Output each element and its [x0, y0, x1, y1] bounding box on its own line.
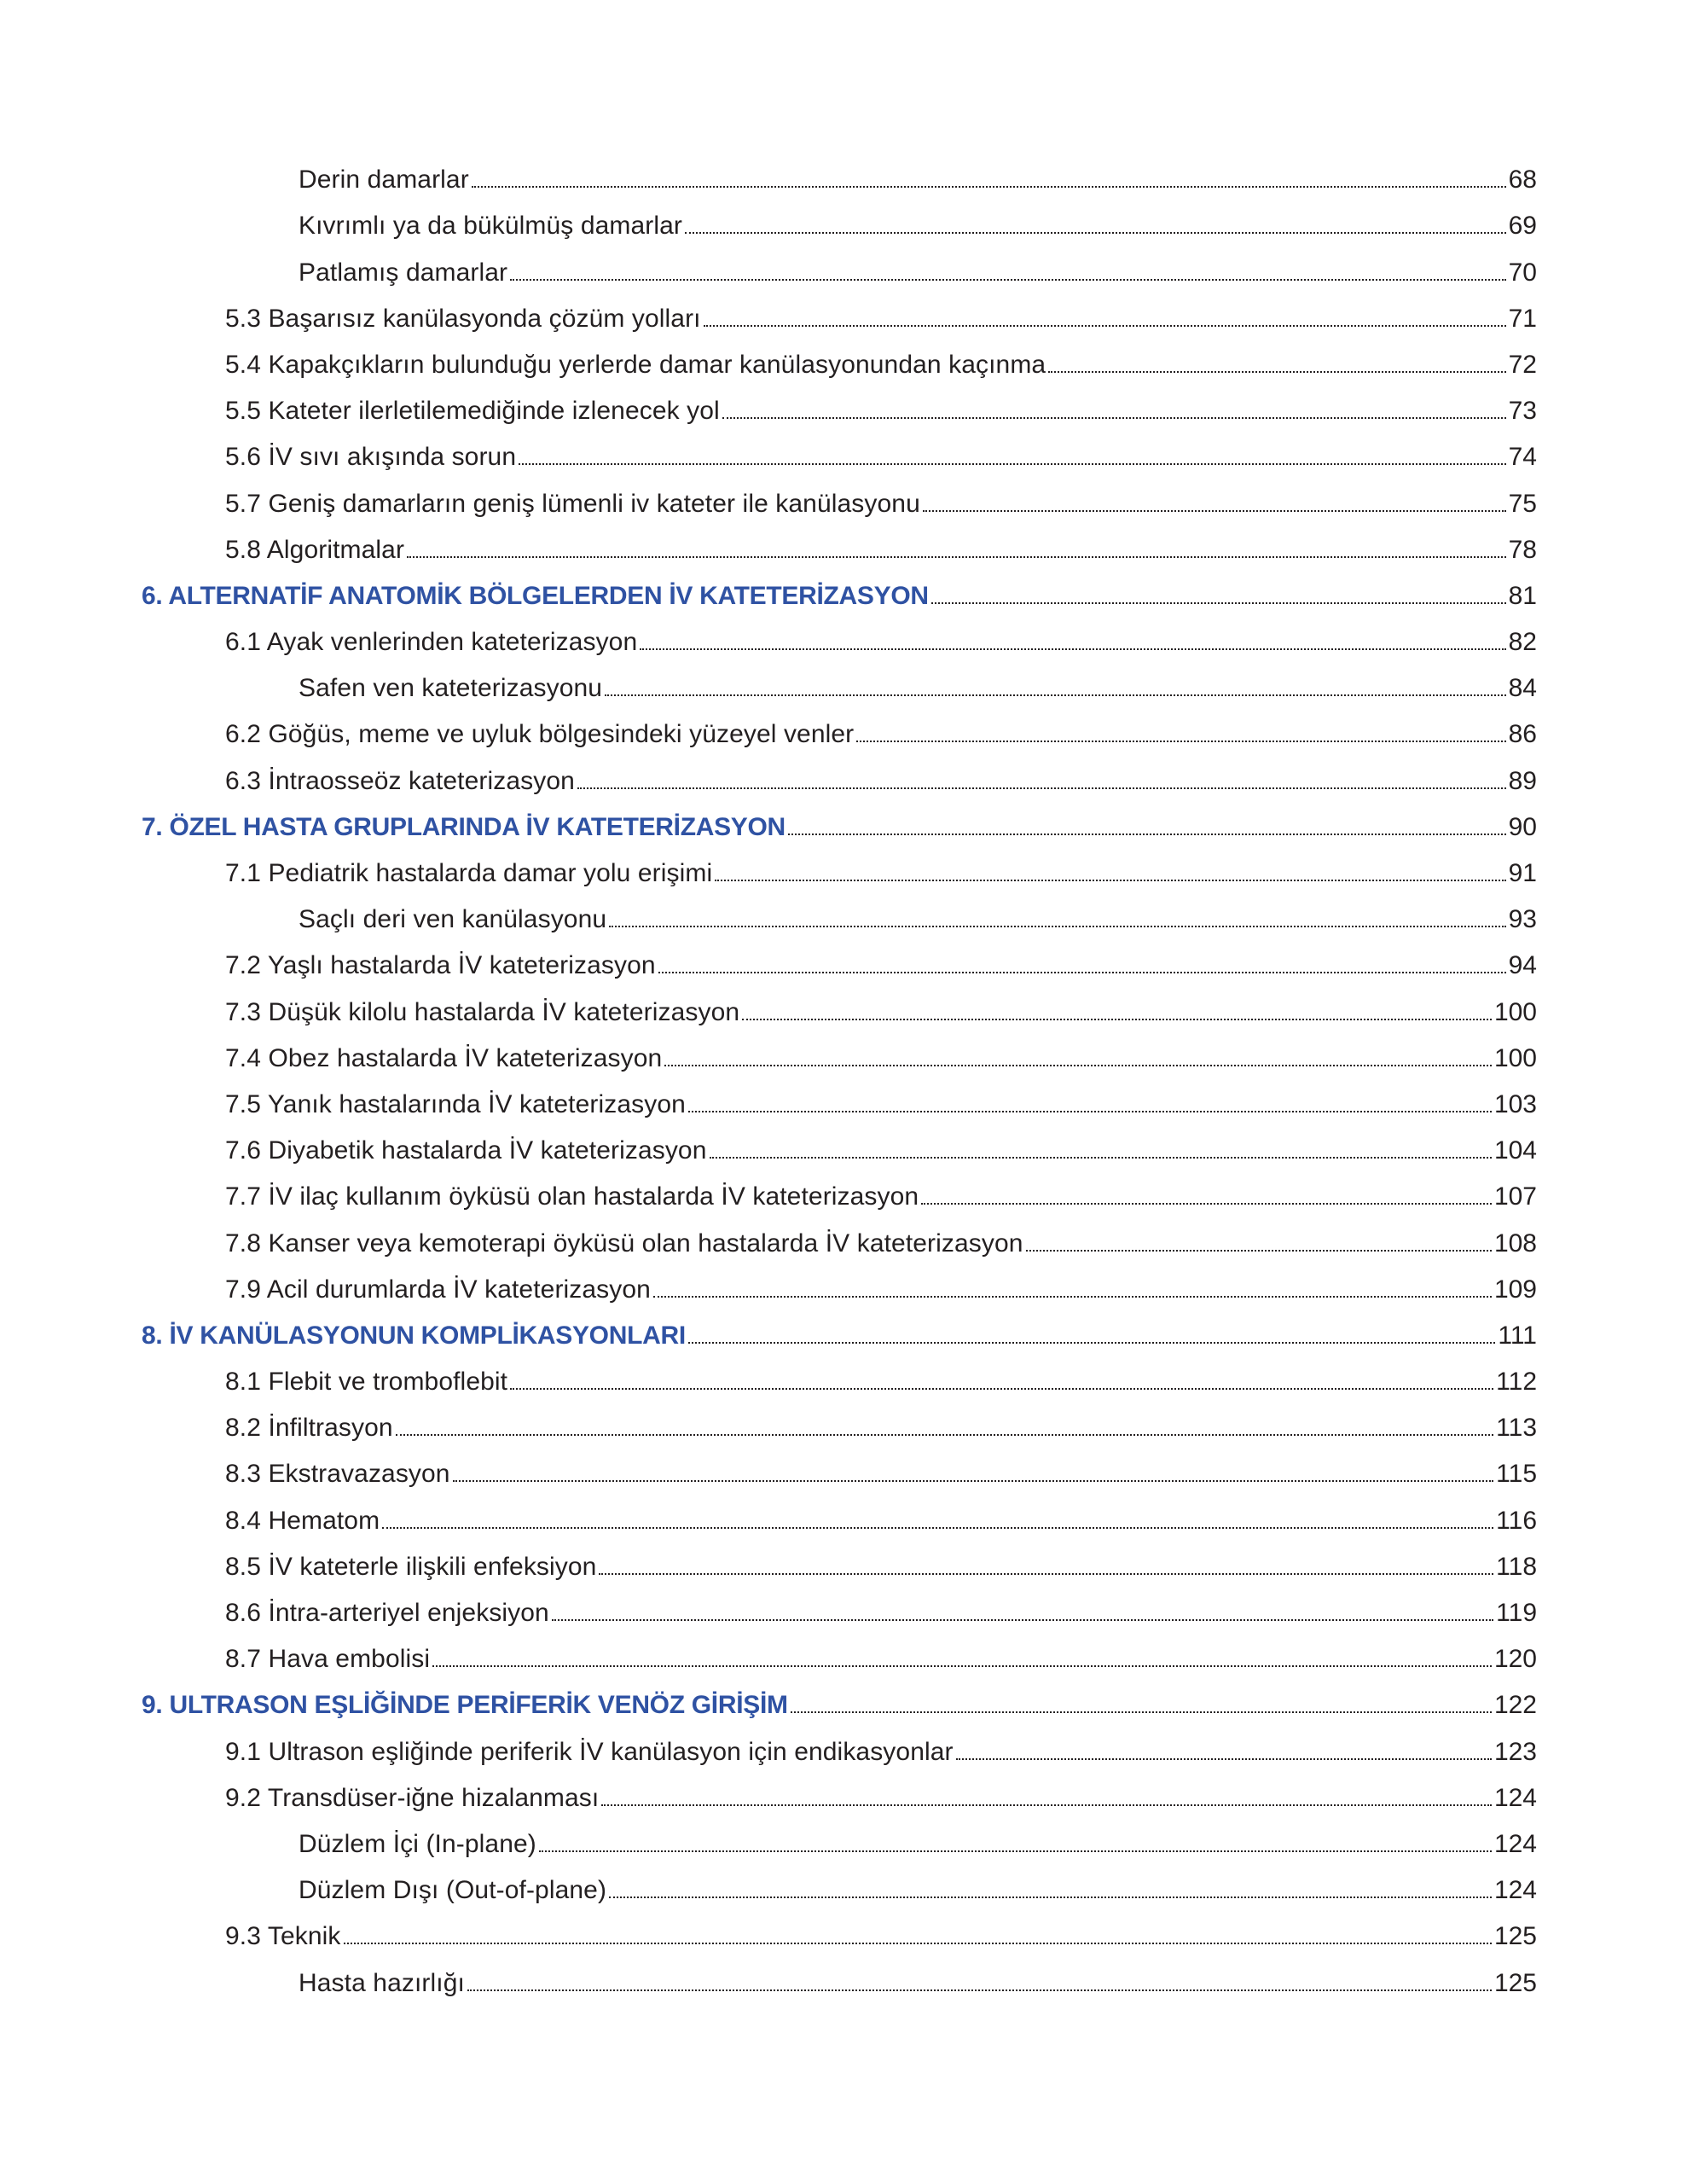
toc-chapter-heading[interactable]: [142, 1672, 1537, 1718]
toc-entry-title: 5.8 Algoritmalar: [225, 535, 405, 564]
toc-entry-title: 5.4 Kapakçıkların bulunduğu yerlerde damar kanülasyonundan kaçınma: [225, 350, 1046, 379]
toc-page-number: 125: [1493, 1922, 1537, 1951]
dot-leader: [742, 1019, 1492, 1020]
toc-entry-title: 8.2 İnfiltrasyon: [225, 1414, 393, 1443]
toc-page-number: 119: [1496, 1599, 1537, 1627]
dot-leader: [956, 1758, 1492, 1760]
toc-entry-title: 7.6 Diyabetik hastalarda İV kateterizasyon: [225, 1136, 707, 1165]
toc-entry-title: 6.3 İntraosseöz kateterizasyon: [225, 766, 575, 795]
toc-entry-title: 8. İV KANÜLASYONUN KOMPLİKASYONLARI: [142, 1321, 686, 1350]
toc-page-number: 122: [1493, 1691, 1537, 1720]
toc-page-number: 107: [1493, 1182, 1537, 1211]
toc-page-number: 111: [1498, 1321, 1537, 1350]
toc-page-number: 84: [1508, 674, 1537, 703]
dot-leader: [710, 1157, 1492, 1159]
toc-entry[interactable]: [142, 1118, 1537, 1164]
toc-page-number: 124: [1493, 1876, 1537, 1905]
toc-entry[interactable]: [142, 979, 1537, 1025]
dot-leader: [1026, 1250, 1492, 1252]
toc-entry[interactable]: [142, 1487, 1537, 1533]
toc-entry[interactable]: [142, 193, 1537, 239]
dot-leader: [704, 325, 1506, 327]
dot-leader: [688, 1342, 1496, 1344]
toc-page-number: 116: [1496, 1506, 1537, 1535]
toc-page-number: 73: [1508, 397, 1537, 426]
toc-page-number: 120: [1493, 1645, 1537, 1674]
dot-leader: [1048, 371, 1505, 373]
toc-entry[interactable]: [142, 1534, 1537, 1580]
toc-entry[interactable]: [142, 1857, 1537, 1903]
toc-chapter-heading[interactable]: [142, 794, 1537, 840]
toc-page-number: 71: [1508, 304, 1537, 333]
toc-entry[interactable]: [142, 1949, 1537, 1995]
toc-page-number: 68: [1508, 166, 1537, 195]
toc-entry-title: Safen ven kateterizasyonu: [299, 674, 603, 703]
toc-page-number: 81: [1508, 581, 1537, 610]
toc-entry-title: 6.2 Göğüs, meme ve uyluk bölgesindeki yüzeyel venler: [225, 720, 855, 749]
toc-entry[interactable]: [142, 1164, 1537, 1210]
toc-entry[interactable]: [142, 239, 1537, 285]
dot-leader: [658, 972, 1506, 973]
toc-entry-title: 7.5 Yanık hastalarında İV kateterizasyon: [225, 1089, 686, 1118]
dot-leader: [609, 1896, 1492, 1898]
toc-page-number: 124: [1493, 1783, 1537, 1812]
toc-chapter-heading[interactable]: [142, 563, 1537, 609]
toc-entry-title: 6. ALTERNATİF ANATOMİK BÖLGELERDEN İV KATETERİZASYON: [142, 581, 929, 610]
toc-entry[interactable]: [142, 1718, 1537, 1764]
toc-entry-title: 8.3 Ekstravazasyon: [225, 1460, 450, 1489]
toc-page-number: 91: [1508, 859, 1537, 887]
toc-entry-title: 7.8 Kanser veya kemoterapi öyküsü olan hastalarda İV kateterizasyon: [225, 1228, 1023, 1258]
dot-leader: [539, 1850, 1492, 1852]
toc-entry-title: 8.5 İV kateterle ilişkili enfeksiyon: [225, 1552, 597, 1581]
toc-page-number: 72: [1508, 350, 1537, 379]
toc-entry[interactable]: [142, 424, 1537, 470]
toc-entry-title: 8.1 Flebit ve tromboflebit: [225, 1368, 508, 1397]
toc-entry-title: 5.5 Kateter ilerletilemediğinde izlenecek yol: [225, 397, 720, 426]
toc-entry-title: 8.7 Hava embolisi: [225, 1645, 431, 1674]
toc-page-number: 109: [1493, 1275, 1537, 1304]
toc-entry[interactable]: [142, 286, 1537, 332]
toc-entry[interactable]: [142, 147, 1537, 193]
toc-entry-title: 5.6 İV sıvı akışında sorun: [225, 443, 517, 472]
toc-entry-title: 6.1 Ayak venlerinden kateterizasyon: [225, 628, 638, 657]
dot-leader: [453, 1480, 1494, 1482]
dot-leader: [407, 556, 1506, 558]
toc-entry-title: 7.9 Acil durumlarda İV kateterizasyon: [225, 1275, 651, 1304]
toc-entry[interactable]: [142, 1441, 1537, 1487]
table-of-contents: [142, 147, 1537, 1996]
toc-page-number: 100: [1493, 997, 1537, 1026]
dot-leader: [510, 279, 1506, 281]
toc-entry[interactable]: [142, 1903, 1537, 1949]
toc-entry-title: 7. ÖZEL HASTA GRUPLARINDA İV KATETERİZASYON: [142, 812, 786, 841]
toc-page-number: 78: [1508, 535, 1537, 564]
toc-page-number: 70: [1508, 258, 1537, 287]
toc-entry-title: 7.4 Obez hastalarda İV kateterizasyon: [225, 1043, 663, 1072]
dot-leader: [396, 1434, 1493, 1436]
toc-entry-title: Düzlem İçi (In-plane): [299, 1829, 536, 1858]
dot-leader: [921, 1203, 1492, 1205]
toc-page-number: 100: [1493, 1043, 1537, 1072]
dot-leader: [432, 1665, 1492, 1667]
toc-entry[interactable]: [142, 701, 1537, 747]
toc-entry[interactable]: [142, 1580, 1537, 1626]
dot-leader: [788, 834, 1506, 835]
toc-entry-title: Hasta hazırlığı: [299, 1968, 465, 1997]
toc-entry[interactable]: [142, 932, 1537, 979]
dot-leader: [923, 510, 1506, 512]
toc-entry-title: 7.3 Düşük kilolu hastalarda İV kateterizasyon: [225, 997, 740, 1026]
dot-leader: [552, 1619, 1493, 1621]
toc-entry-title: Düzlem Dışı (Out-of-plane): [299, 1876, 607, 1905]
toc-page-number: 74: [1508, 443, 1537, 472]
dot-leader: [791, 1711, 1492, 1713]
toc-page-number: 86: [1508, 720, 1537, 749]
dot-leader: [601, 1804, 1492, 1806]
toc-entry[interactable]: [142, 609, 1537, 655]
toc-page-number: 104: [1493, 1136, 1537, 1165]
toc-entry[interactable]: [142, 840, 1537, 886]
toc-entry-title: 7.1 Pediatrik hastalarda damar yolu erişimi: [225, 859, 713, 887]
toc-page-number: 82: [1508, 628, 1537, 657]
toc-entry-title: Patlamış damarlar: [299, 258, 508, 287]
dot-leader: [653, 1296, 1492, 1298]
dot-leader: [472, 186, 1506, 188]
dot-leader: [715, 880, 1505, 881]
toc-page-number: 90: [1508, 812, 1537, 841]
toc-page-number: 113: [1496, 1414, 1537, 1443]
toc-entry-title: Saçlı deri ven kanülasyonu: [299, 905, 607, 934]
toc-entry-title: 7.7 İV ilaç kullanım öyküsü olan hastalarda İV kateterizasyon: [225, 1182, 919, 1211]
toc-entry-title: 5.7 Geniş damarların geniş lümenli iv kateter ile kanülasyonu: [225, 489, 920, 518]
toc-page-number: 93: [1508, 905, 1537, 934]
toc-chapter-heading[interactable]: [142, 1303, 1537, 1349]
toc-entry[interactable]: [142, 1395, 1537, 1441]
dot-leader: [609, 926, 1505, 927]
toc-entry-title: Kıvrımlı ya da bükülmüş damarlar: [299, 212, 683, 241]
toc-entry[interactable]: [142, 470, 1537, 516]
toc-page-number: 123: [1493, 1737, 1537, 1766]
dot-leader: [577, 787, 1506, 789]
toc-page-number: 112: [1496, 1368, 1537, 1397]
dot-leader: [519, 463, 1506, 465]
dot-leader: [605, 694, 1506, 696]
toc-entry[interactable]: [142, 1257, 1537, 1303]
toc-page-number: 103: [1493, 1089, 1537, 1118]
toc-entry-title: 9.3 Teknik: [225, 1922, 341, 1951]
toc-entry[interactable]: [142, 1626, 1537, 1672]
dot-leader: [856, 741, 1505, 742]
toc-page-number: 94: [1508, 951, 1537, 980]
dot-leader: [685, 232, 1506, 234]
dot-leader: [640, 648, 1505, 650]
dot-leader: [510, 1388, 1493, 1390]
toc-entry-title: 8.6 İntra-arteriyel enjeksiyon: [225, 1599, 549, 1627]
dot-leader: [467, 1989, 1492, 1991]
toc-entry-title: 9.2 Transdüser-iğne hizalanması: [225, 1783, 600, 1812]
toc-page-number: 115: [1496, 1460, 1537, 1489]
toc-entry[interactable]: [142, 1349, 1537, 1395]
toc-entry[interactable]: [142, 1072, 1537, 1118]
toc-entry[interactable]: [142, 332, 1537, 378]
toc-entry[interactable]: [142, 886, 1537, 932]
dot-leader: [382, 1527, 1493, 1529]
toc-page-number: 125: [1493, 1968, 1537, 1997]
toc-entry-title: 5.3 Başarısız kanülasyonda çözüm yolları: [225, 304, 701, 333]
dot-leader: [931, 602, 1506, 604]
toc-entry-title: Derin damarlar: [299, 166, 469, 195]
dot-leader: [722, 417, 1506, 419]
toc-entry-title: 9. ULTRASON EŞLİĞİNDE PERİFERİK VENÖZ GİRİŞİM: [142, 1691, 788, 1720]
toc-entry[interactable]: [142, 1811, 1537, 1857]
toc-entry-title: 9.1 Ultrason eşliğinde periferik İV kanülasyon için endikasyonlar: [225, 1737, 954, 1766]
toc-page-number: 89: [1508, 766, 1537, 795]
toc-entry-title: 7.2 Yaşlı hastalarda İV kateterizasyon: [225, 951, 656, 980]
toc-entry[interactable]: [142, 1765, 1537, 1811]
toc-page-number: 108: [1493, 1228, 1537, 1258]
toc-entry[interactable]: [142, 1025, 1537, 1072]
toc-entry-title: 8.4 Hematom: [225, 1506, 380, 1535]
dot-leader: [599, 1573, 1493, 1575]
dot-leader: [664, 1065, 1492, 1066]
dot-leader: [344, 1943, 1492, 1944]
toc-page-number: 75: [1508, 489, 1537, 518]
toc-entry[interactable]: [142, 747, 1537, 793]
toc-entry[interactable]: [142, 517, 1537, 563]
toc-entry[interactable]: [142, 378, 1537, 424]
toc-entry[interactable]: [142, 655, 1537, 701]
toc-page-number: 118: [1496, 1552, 1537, 1581]
toc-entry[interactable]: [142, 1210, 1537, 1256]
toc-page-number: 124: [1493, 1829, 1537, 1858]
dot-leader: [688, 1111, 1492, 1112]
toc-page-number: 69: [1508, 212, 1537, 241]
